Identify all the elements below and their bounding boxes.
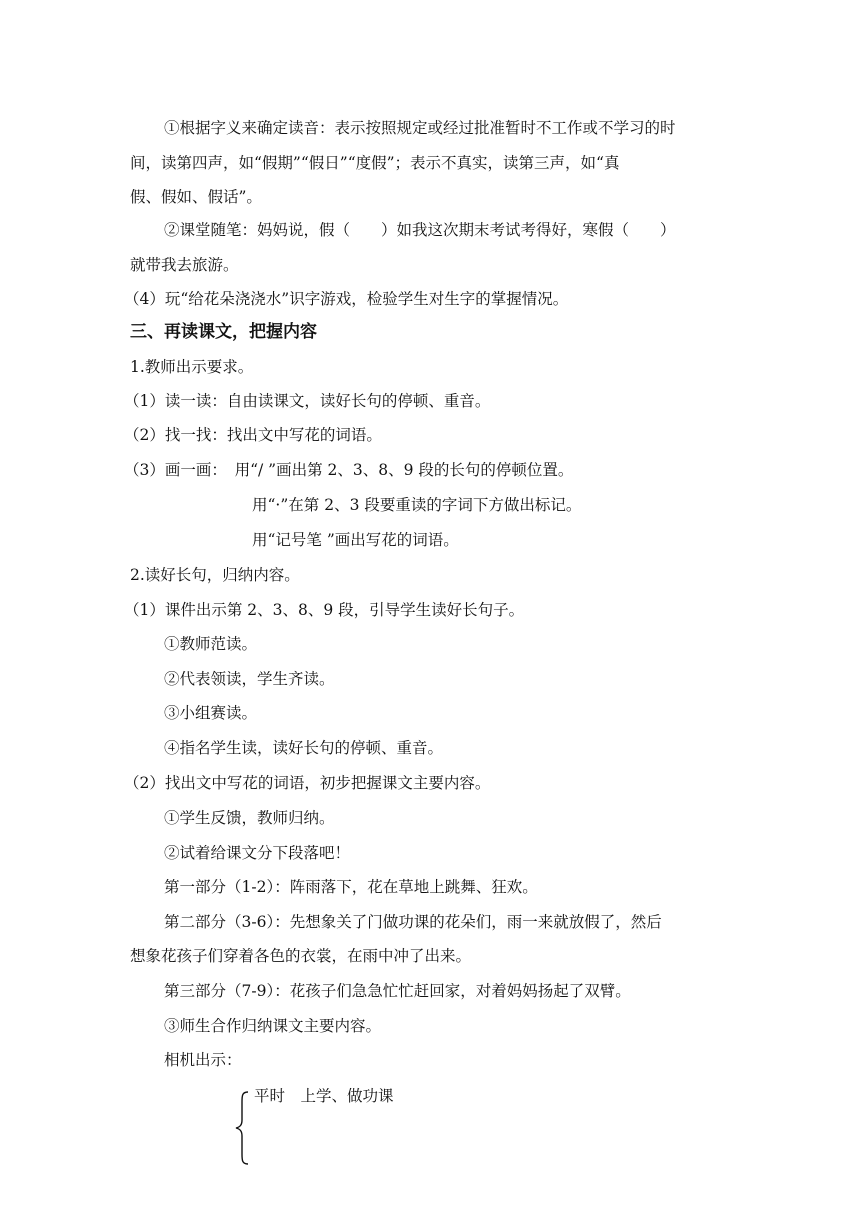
text-line: （4）玩“给花朵浇浇水”识字游戏，检验学生对生字的掌握情况。 — [124, 290, 569, 308]
text-line: （3）画一画： 用“/ ”画出第 2、3、8、9 段的长句的停顿位置。 — [124, 461, 574, 479]
text-line: 第二部分（3-6）：先想象关了门做功课的花朵们，雨一来就放假了，然后 — [164, 913, 662, 931]
text-line: ②课堂随笔：妈妈说，假（ ）如我这次期末考试考得好，寒假（ ） — [164, 221, 676, 239]
text-line: （2）找一找：找出文中写花的词语。 — [124, 426, 382, 444]
text-line: （1）读一读：自由读课文，读好长句的停顿、重音。 — [124, 392, 491, 410]
text-line: 用“记号笔 ”画出写花的词语。 — [252, 531, 459, 549]
text-line: 想象花孩子们穿着各色的衣裳，在雨中冲了出来。 — [130, 947, 472, 965]
curly-brace-icon — [234, 1090, 252, 1166]
text-line: ③小组赛读。 — [164, 704, 258, 722]
text-line: （2）找出文中写花的词语，初步把握课文主要内容。 — [124, 774, 491, 792]
text-line: 第一部分（1-2）：阵雨落下，花在草地上跳舞、狂欢。 — [164, 878, 538, 896]
text-line: 平时 上学、做功课 — [254, 1087, 394, 1105]
text-line: ①学生反馈，教师归纳。 — [164, 809, 335, 827]
text-line: ④指名学生读，读好长句的停顿、重音。 — [164, 739, 444, 757]
text-line: ③师生合作归纳课文主要内容。 — [164, 1017, 382, 1035]
text-line: 假、假如、假话”。 — [130, 188, 262, 206]
text-line: 用“·”在第 2、3 段要重读的字词下方做出标记。 — [252, 496, 582, 514]
text-line: 2.读好长句，归纳内容。 — [130, 566, 300, 584]
text-line: ①教师范读。 — [164, 635, 258, 653]
text-line: 1.教师出示要求。 — [130, 358, 254, 376]
text-line: 相机出示： — [164, 1051, 242, 1069]
section-heading: 三、再读课文，把握内容 — [130, 322, 317, 342]
text-line: ②代表领读，学生齐读。 — [164, 670, 335, 688]
text-line: 间，读第四声，如“假期”“假日”“度假”；表示不真实，读第三声，如“真 — [130, 154, 620, 172]
text-line: （1）课件出示第 2、3、8、9 段，引导学生读好长句子。 — [124, 601, 525, 619]
text-line: 就带我去旅游。 — [130, 256, 239, 274]
text-line: 第三部分（7-9）：花孩子们急急忙忙赶回家，对着妈妈扬起了双臂。 — [164, 982, 631, 1000]
text-line: ①根据字义来确定读音：表示按照规定或经过批准暂时不工作或不学习的时 — [164, 119, 676, 137]
text-line: ②试着给课文分下段落吧！ — [164, 844, 351, 862]
